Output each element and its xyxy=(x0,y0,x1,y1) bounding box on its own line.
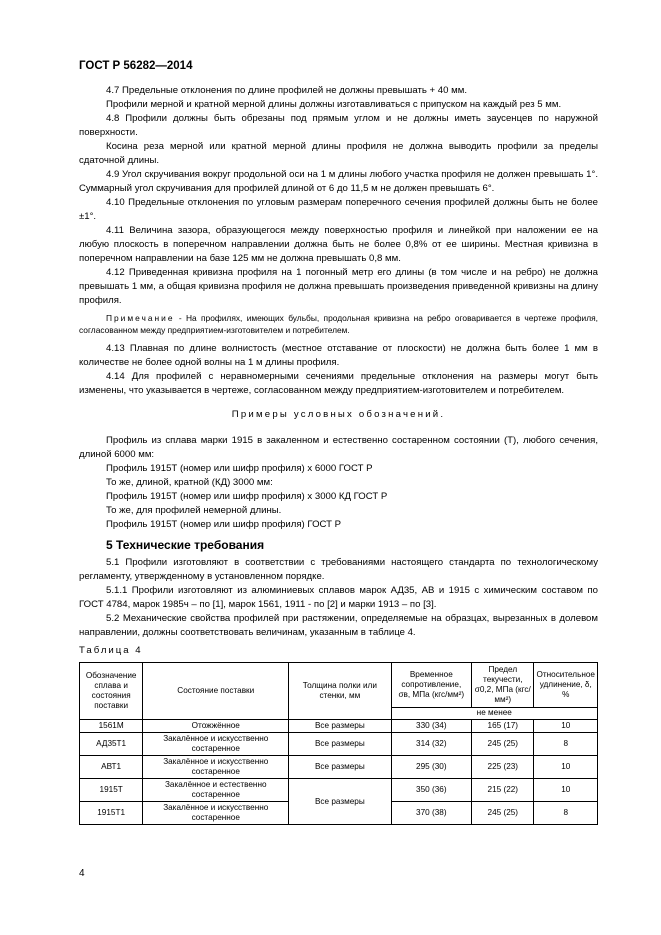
header-yield-title: Предел текучести, xyxy=(483,664,523,684)
paragraph-4-7-cont: Профили мерной и кратной мерной длины должны изготавливаться с припуском на каждый рез 5 мм. xyxy=(106,99,562,110)
cell-tensile: 314 (32) xyxy=(391,733,472,756)
cell-tensile: 295 (30) xyxy=(391,756,472,779)
section-5-heading: 5 Технические требования xyxy=(106,538,265,552)
cell-thickness: Все размеры xyxy=(289,756,391,779)
page-body xyxy=(79,84,598,825)
cell-state: Закалённое и искусственно состаренное xyxy=(143,733,289,756)
cell-state: Закалённое и естественно состаренное xyxy=(143,779,289,802)
page-number: 4 xyxy=(79,868,85,879)
cell-tensile: 350 (36) xyxy=(391,779,472,802)
cell-elongation: 8 xyxy=(534,802,598,825)
note-label: Примечание xyxy=(106,313,175,323)
header-state: Состояние поставки xyxy=(143,663,289,720)
header-yield xyxy=(472,663,534,708)
example-4: Профиль 1915Т (номер или шифр профиля) х 3000 КД ГОСТ Р xyxy=(106,491,388,502)
cell-yield: 225 (23) xyxy=(472,756,534,779)
paragraph-5-1: 5.1 Профили изготовляют в соответствии с требованиями настоящего стандарта по технологическому регламенту, утвержденному в установленном порядке. xyxy=(79,557,598,582)
paragraph-4-8: 4.8 Профили должны быть обрезаны под прямым углом и не должны иметь заусенцев по наружной поверхности. xyxy=(79,113,598,138)
paragraph-4-9: 4.9 Угол скручивания вокруг продольной оси на 1 м длины любого участка профиля не должен превышать 1°. Суммарный угол скручивания для профилей длиной от 6 до 11,5 м не должен превышать 6°. xyxy=(79,169,598,194)
paragraph-5-2: 5.2 Механические свойства профилей при растяжении, определяемые на образцах, вырезанных в долевом направлении, должны соответствовать величинам, указанным в таблице 4. xyxy=(79,613,598,638)
example-1: Профиль из сплава марки 1915 в закаленном и естественно состаренном состоянии (Т), любого сечения, длиной 6000 мм: xyxy=(79,435,598,460)
example-6: Профиль 1915Т (номер или шифр профиля) ГОСТ Р xyxy=(106,519,342,530)
paragraph-4-7: 4.7 Предельные отклонения по длине профилей не должны превышать + 40 мм. xyxy=(106,85,468,96)
cell-yield: 245 (25) xyxy=(472,733,534,756)
cell-grade: 1561М xyxy=(80,720,143,733)
note-text: - На профилях, имеющих бульбы, продольная кривизна на ребро оговаривается в чертеже профиля, согласованном между предприятием-изготовителем и потребителем. xyxy=(79,313,598,335)
cell-elongation: 10 xyxy=(534,779,598,802)
table-caption: Таблица 4 xyxy=(79,645,143,656)
table-row xyxy=(80,756,598,779)
table-4 xyxy=(79,662,598,825)
cell-state: Закалённое и искусственно состаренное xyxy=(143,756,289,779)
cell-yield: 245 (25) xyxy=(472,802,534,825)
table-row xyxy=(80,779,598,802)
paragraph-4-12: 4.12 Приведенная кривизна профиля на 1 погонный метр его длины (в том числе и на ребро) не должна превышать 1 мм, а общая кривизна профиля не должна превышать произведения приведенной кривизны на длину профиля. xyxy=(79,267,598,306)
cell-thickness: Все размеры xyxy=(289,779,391,825)
header-tensile xyxy=(391,663,472,708)
cell-thickness: Все размеры xyxy=(289,733,391,756)
cell-elongation: 10 xyxy=(534,720,598,733)
cell-tensile: 370 (38) xyxy=(391,802,472,825)
cell-elongation: 8 xyxy=(534,733,598,756)
header-grade: Обозначение сплава и состояния поставки xyxy=(80,663,143,720)
header-thickness: Толщина полки или стенки, мм xyxy=(289,663,391,720)
cell-yield: 215 (22) xyxy=(472,779,534,802)
paragraph-4-13: 4.13 Плавная по длине волнистость (местное отставание от плоскости) не должна быть более 1 мм в количестве не более одной волны на 1 м длины профиля. xyxy=(79,343,598,368)
table-row xyxy=(80,733,598,756)
note xyxy=(79,312,598,336)
paragraph-4-14: 4.14 Для профилей с неравномерными сечениями предельные отклонения на размеры могут быть изменены, что указывается в чертеже, согласованном между предприятием-изготовителем и потребителем. xyxy=(79,371,598,396)
document-header: ГОСТ Р 56282—2014 xyxy=(79,60,193,72)
paragraph-4-11: 4.11 Величина зазора, образующегося между поверхностью профиля и линейкой при наложении ее на любую плоскость в поперечном направлении должна быть не более 0,8% от ее ширины. Местная кривизна в поперечном направлении на базе 125 мм не должна превышать 0,8 мм. xyxy=(79,225,598,264)
cell-thickness: Все размеры xyxy=(289,720,391,733)
paragraph-5-1-1: 5.1.1 Профили изготовляют из алюминиевых сплавов марок АД35, АВ и 1915 с химическим составом по ГОСТ 4784, марок 1985ч – по [1], марок 1561, 1911 - по [2] и марки 1913 – по [3]. xyxy=(79,585,598,610)
cell-grade: 1915Т1 xyxy=(80,802,143,825)
header-elongation: Относительное удлинение, δ, % xyxy=(534,663,598,708)
cell-state: Закалённое и искусственно состаренное xyxy=(143,802,289,825)
header-min: не менее xyxy=(391,707,597,719)
example-2: Профиль 1915Т (номер или шифр профиля) х 6000 ГОСТ Р xyxy=(106,463,373,474)
cell-elongation: 10 xyxy=(534,756,598,779)
paragraph-4-10: 4.10 Предельные отклонения по угловым размерам поперечного сечения профилей должны быть не более ±1°. xyxy=(79,197,598,222)
example-5: То же, для профилей немерной длины. xyxy=(106,505,282,516)
example-3: То же, длиной, кратной (КД) 3000 мм: xyxy=(106,477,273,488)
paragraph-4-8-cont: Косина реза мерной или кратной мерной длины профиля не должна выводить профили за пределы сдаточной длины. xyxy=(79,141,598,166)
cell-tensile: 330 (34) xyxy=(391,720,472,733)
header-tensile-unit: σв, МПа (кгс/мм²) xyxy=(398,689,465,699)
examples-title: Примеры условных обозначений. xyxy=(231,409,446,420)
header-yield-unit: σ0,2, МПа (кгс/мм²) xyxy=(474,684,531,704)
cell-grade: АД35Т1 xyxy=(80,733,143,756)
header-tensile-title: Временное сопротивление, xyxy=(401,669,462,689)
cell-yield: 165 (17) xyxy=(472,720,534,733)
cell-grade: 1915Т xyxy=(80,779,143,802)
cell-state: Отожжённое xyxy=(143,720,289,733)
table-row xyxy=(80,720,598,733)
cell-grade: АВТ1 xyxy=(80,756,143,779)
